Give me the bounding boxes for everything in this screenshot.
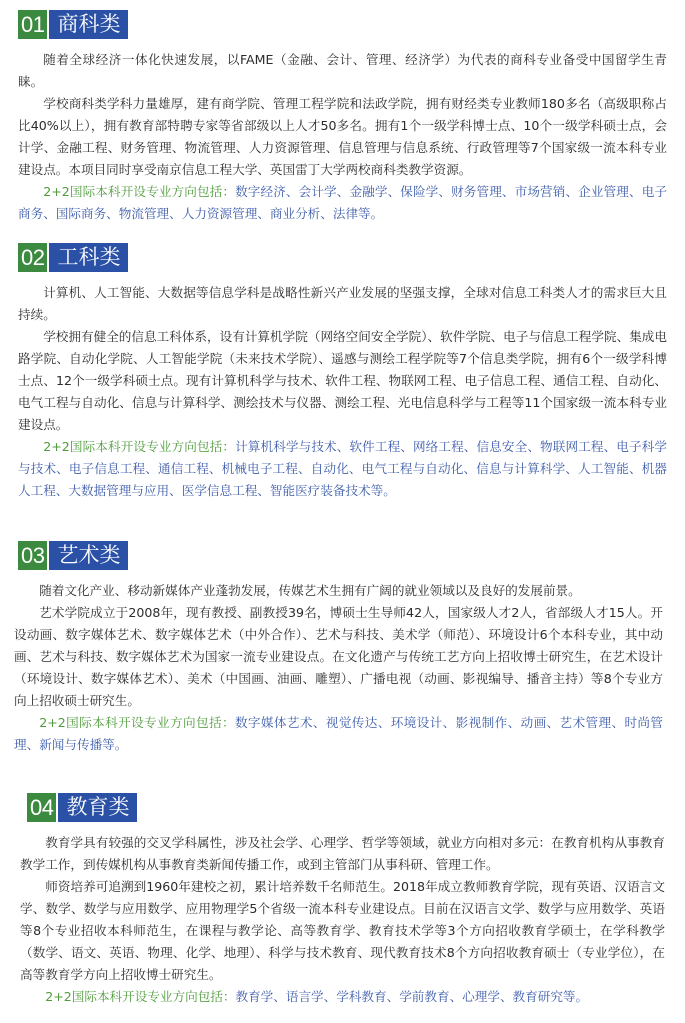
section-number-badge: 03 xyxy=(18,541,47,570)
section-number-badge: 02 xyxy=(18,243,47,272)
programs-list: 数字媒体艺术、视觉传达、环境设计、影视制作、动画、艺术管理、时尚管理、新闻与传播等。 xyxy=(14,715,664,752)
programs-list: 教育学、语言学、学科教育、学前教育、心理学、教育研究等。 xyxy=(235,989,589,1004)
paragraph: 艺术学院成立于2008年，现有教授、副教授39名，博硕士生导师42人，国家级人才2人，省部级人才15人。开设动画、数字媒体艺术、数字媒体艺术（中外合作）、艺术与科技、美术学（师范）、环境设计6个本科专业，其中动画、艺术与科技、数字媒体艺术为国家一流专业建设点。在文化遗产与传统工艺方向上招收博士研究生，在艺术设计（环境设计、数字媒体艺术）、美术（中国画、油画、雕塑）、广播电视（动画、影视编导、播音主持）等8个专业方向上招收硕士研究生。 xyxy=(14,605,663,708)
section-title: 商科类 xyxy=(49,10,128,39)
programs-list: 计算机科学与技术、软件工程、网络工程、信息安全、物联网工程、电子科学与技术、电子信息工程、通信工程、机械电子工程、自动化、电气工程与自动化、信息与计算科学、人工智能、机器人工程、大数据管理与应用、医学信息工程、智能医疗装备技术等。 xyxy=(18,439,668,498)
paragraph: 学校拥有健全的信息工科体系，设有计算机学院（网络空间安全学院）、软件学院、电子与信息工程学院、集成电路学院、自动化学院、人工智能学院（未来技术学院）、遥感与测绘工程学院等7个信息类学院，拥有6个一级学科博士点、12个一级学科硕士点。现有计算机科学与技术、软件工程、物联网工程、电子信息工程、通信工程、自动化、电气工程与自动化、信息与计算科学、测绘技术与仪器、测绘工程、光电信息科学与工程等11个国家级一流本科专业建设点。 xyxy=(18,329,667,432)
programs-lead: 2+2国际本科开设专业方向包括： xyxy=(43,184,236,199)
section-education xyxy=(0,793,685,1008)
section-business xyxy=(0,10,685,225)
section-number-badge: 01 xyxy=(18,10,47,39)
paragraph: 学校商科类学科力量雄厚，建有商学院、管理工程学院和法政学院，拥有财经类专业教师180多名（高级职称占比40%以上），拥有教育部特聘专家等省部级以上人才50多名。拥有1个一级学科博士点、10个一级学科硕士点，会计学、金融工程、财务管理、物流管理、人力资源管理、信息管理与信息系统、行政管理等7个国家级一流本科专业建设点。本项目同时享受南京信息工程大学、英国雷丁大学两校商科类教学资源。 xyxy=(18,96,667,177)
section-header xyxy=(18,243,685,272)
section-number-badge: 04 xyxy=(27,793,56,822)
section-title: 教育类 xyxy=(58,793,137,822)
programs-paragraph xyxy=(18,436,667,502)
section-body xyxy=(0,49,685,225)
section-body xyxy=(0,580,685,756)
section-arts xyxy=(0,541,685,756)
paragraph: 教育学具有较强的交叉学科属性，涉及社会学、心理学、哲学等领域，就业方向相对多元：在教育机构从事教育教学工作，到传媒机构从事教育类新闻传播工作，或到主管部门从事科研、管理工作。 xyxy=(20,835,665,872)
programs-list: 数字经济、会计学、金融学、保险学、财务管理、市场营销、企业管理、电子商务、国际商务、物流管理、人力资源管理、商业分析、法律等。 xyxy=(18,184,668,221)
section-title: 艺术类 xyxy=(49,541,128,570)
section-body xyxy=(0,282,685,502)
programs-lead: 2+2国际本科开设专业方向包括： xyxy=(45,989,236,1004)
programs-paragraph xyxy=(18,181,667,225)
paragraph: 随着文化产业、移动新媒体产业蓬勃发展，传媒艺术生拥有广阔的就业领域以及良好的发展前景。 xyxy=(39,583,581,598)
programs-lead: 2+2国际本科开设专业方向包括： xyxy=(39,715,235,730)
programs-paragraph xyxy=(20,986,665,1008)
section-header xyxy=(18,541,685,570)
section-header xyxy=(27,793,685,822)
section-body xyxy=(0,832,685,1008)
section-title: 工科类 xyxy=(49,243,128,272)
section-engineering xyxy=(0,243,685,502)
paragraph: 师资培养可追溯到1960年建校之初，累计培养数千名师范生。2018年成立教师教育学院，现有英语、汉语言文学、数学、数学与应用数学、应用物理学5个省级一流本科专业建设点。目前在汉语言文学、数学与应用数学、英语等8个专业招收本科师范生，在课程与教学论、高等教育学、教育技术学等3个方向招收教育学硕士，在学科教学（数学、语文、英语、物理、化学、地理）、科学与技术教育、现代教育技术8个方向招收教育硕士（专业学位），在高等教育学方向上招收博士研究生。 xyxy=(20,879,665,982)
section-header xyxy=(18,10,685,39)
paragraph: 随着全球经济一体化快速发展，以FAME（金融、会计、管理、经济学）为代表的商科专业备受中国留学生青睐。 xyxy=(18,52,667,89)
programs-lead: 2+2国际本科开设专业方向包括： xyxy=(43,439,236,454)
paragraph: 计算机、人工智能、大数据等信息学科是战略性新兴产业发展的坚强支撑，全球对信息工科类人才的需求巨大且持续。 xyxy=(18,285,667,322)
programs-paragraph xyxy=(14,712,663,756)
